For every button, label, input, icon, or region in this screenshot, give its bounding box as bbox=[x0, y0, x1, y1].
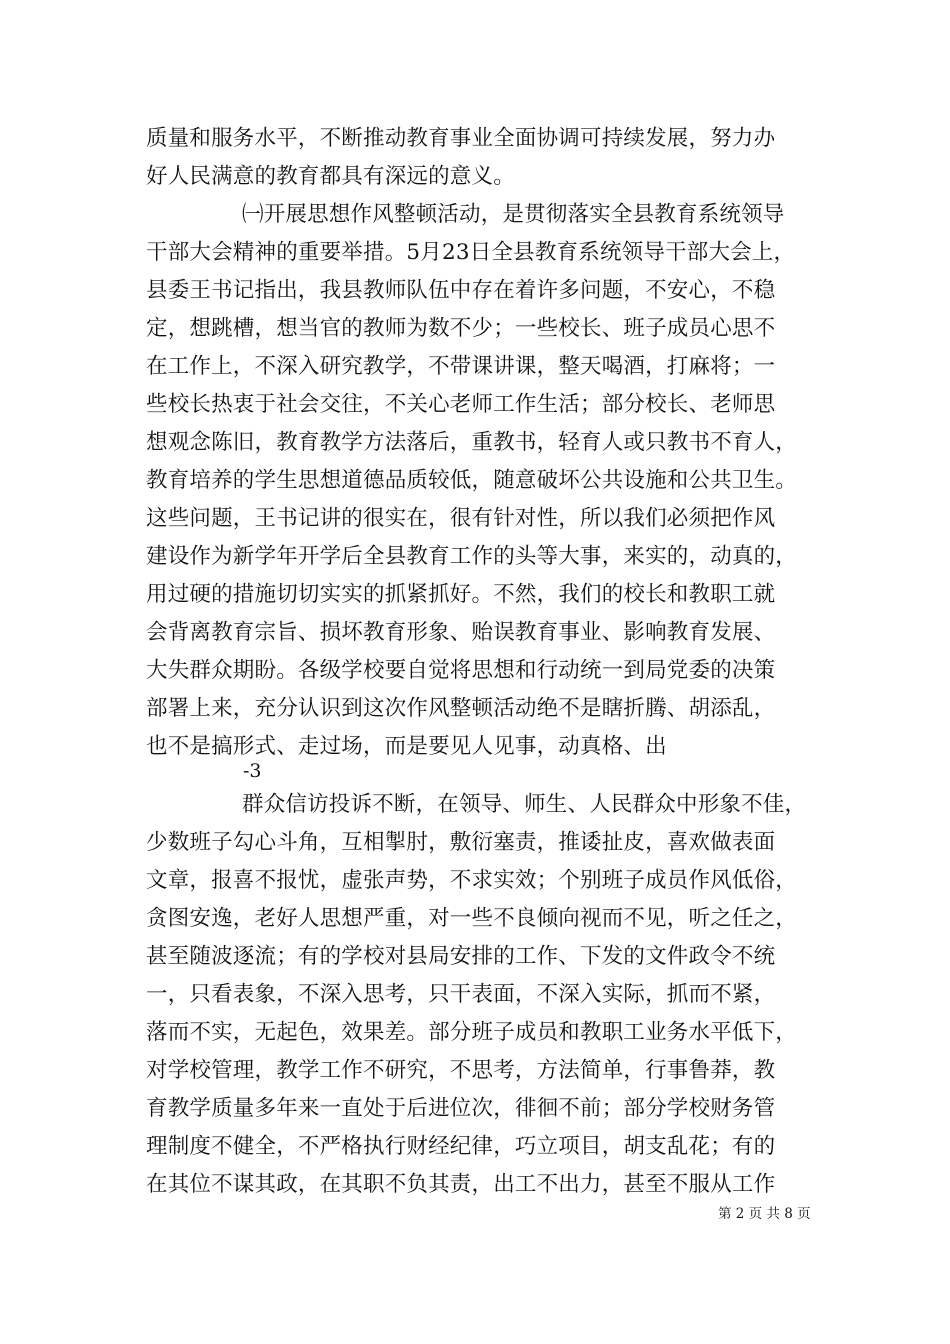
text-line: 定，想跳槽，想当官的教师为数不少；一些校长、班子成员心思不 bbox=[146, 316, 776, 341]
text-line: 甚至随波逐流；有的学校对县局安排的工作、下发的文件政令不统 bbox=[146, 944, 776, 969]
text-line: 好人民满意的教育都具有深远的意义。 bbox=[146, 164, 515, 189]
paragraph-start-line: 群众信访投诉不断，在领导、师生、人民群众中形象不佳， bbox=[242, 792, 807, 817]
text-line: 部署上来，充分认识到这次作风整顿活动绝不是瞎折腾、胡添乱， bbox=[146, 696, 776, 721]
text-line: 质量和服务水平，不断推动教育事业全面协调可持续发展，努力办 bbox=[146, 126, 776, 151]
text-line: 些校长热衷于社会交往，不关心老师工作生活；部分校长、老师思 bbox=[146, 392, 776, 417]
text-line: 这些问题，王书记讲的很实在，很有针对性，所以我们必须把作风 bbox=[146, 506, 776, 531]
body-text-block-2 bbox=[146, 786, 816, 1204]
body-text-block-1 bbox=[146, 120, 816, 766]
text-line: 会背离教育宗旨、损坏教育形象、贻误教育事业、影响教育发展、 bbox=[146, 620, 776, 645]
text-line: 用过硬的措施切切实实的抓紧抓好。不然，我们的校长和教职工就 bbox=[146, 582, 776, 607]
text-line: 想观念陈旧，教育教学方法落后，重教书，轻育人或只教书不育人， bbox=[146, 430, 798, 455]
text-line: 文章，报喜不报忧，虚张声势，不求实效；个别班子成员作风低俗， bbox=[146, 868, 798, 893]
paragraph-start-line: ㈠开展思想作风整顿活动，是贯彻落实全县教育系统领导 bbox=[242, 202, 785, 227]
text-line: 落而不实，无起色，效果差。部分班子成员和教职工业务水平低下， bbox=[146, 1020, 798, 1045]
text-line: 少数班子勾心斗角，互相掣肘，敷衍塞责，推诿扯皮，喜欢做表面 bbox=[146, 830, 776, 855]
text-line: 也不是搞形式、走过场，而是要见人见事，动真格、出 bbox=[146, 734, 667, 759]
text-line: 建设作为新学年开学后全县教育工作的头等大事，来实的，动真的， bbox=[146, 544, 798, 569]
text-line: 在工作上，不深入研究教学，不带课讲课，整天喝酒，打麻将；一 bbox=[146, 354, 776, 379]
text-line: 一，只看表象，不深入思考，只干表面，不深入实际，抓而不紧， bbox=[146, 982, 776, 1007]
text-line: 育教学质量多年来一直处于后进位次，徘徊不前；部分学校财务管 bbox=[146, 1096, 776, 1121]
text-line: 对学校管理，教学工作不研究，不思考，方法简单，行事鲁莽，教 bbox=[146, 1058, 776, 1083]
text-line: 县委王书记指出，我县教师队伍中存在着许多问题，不安心，不稳 bbox=[146, 278, 776, 303]
text-line: 干部大会精神的重要举措。5月23日全县教育系统领导干部大会上， bbox=[146, 240, 796, 265]
text-line: 教育培养的学生思想道德品质较低，随意破坏公共设施和公共卫生。 bbox=[146, 468, 798, 493]
text-line: 大失群众期盼。各级学校要自觉将思想和行动统一到局党委的决策 bbox=[146, 658, 776, 683]
page-marker: -3 bbox=[243, 760, 262, 782]
text-line: 贪图安逸，老好人思想严重，对一些不良倾向视而不见，听之任之， bbox=[146, 906, 798, 931]
text-line: 理制度不健全，不严格执行财经纪律，巧立项目，胡支乱花；有的 bbox=[146, 1134, 776, 1159]
text-line: 在其位不谋其政，在其职不负其责，出工不出力，甚至不服从工作 bbox=[146, 1172, 776, 1197]
page-footer: 第 2 页 共 8 页 bbox=[718, 1206, 811, 1222]
